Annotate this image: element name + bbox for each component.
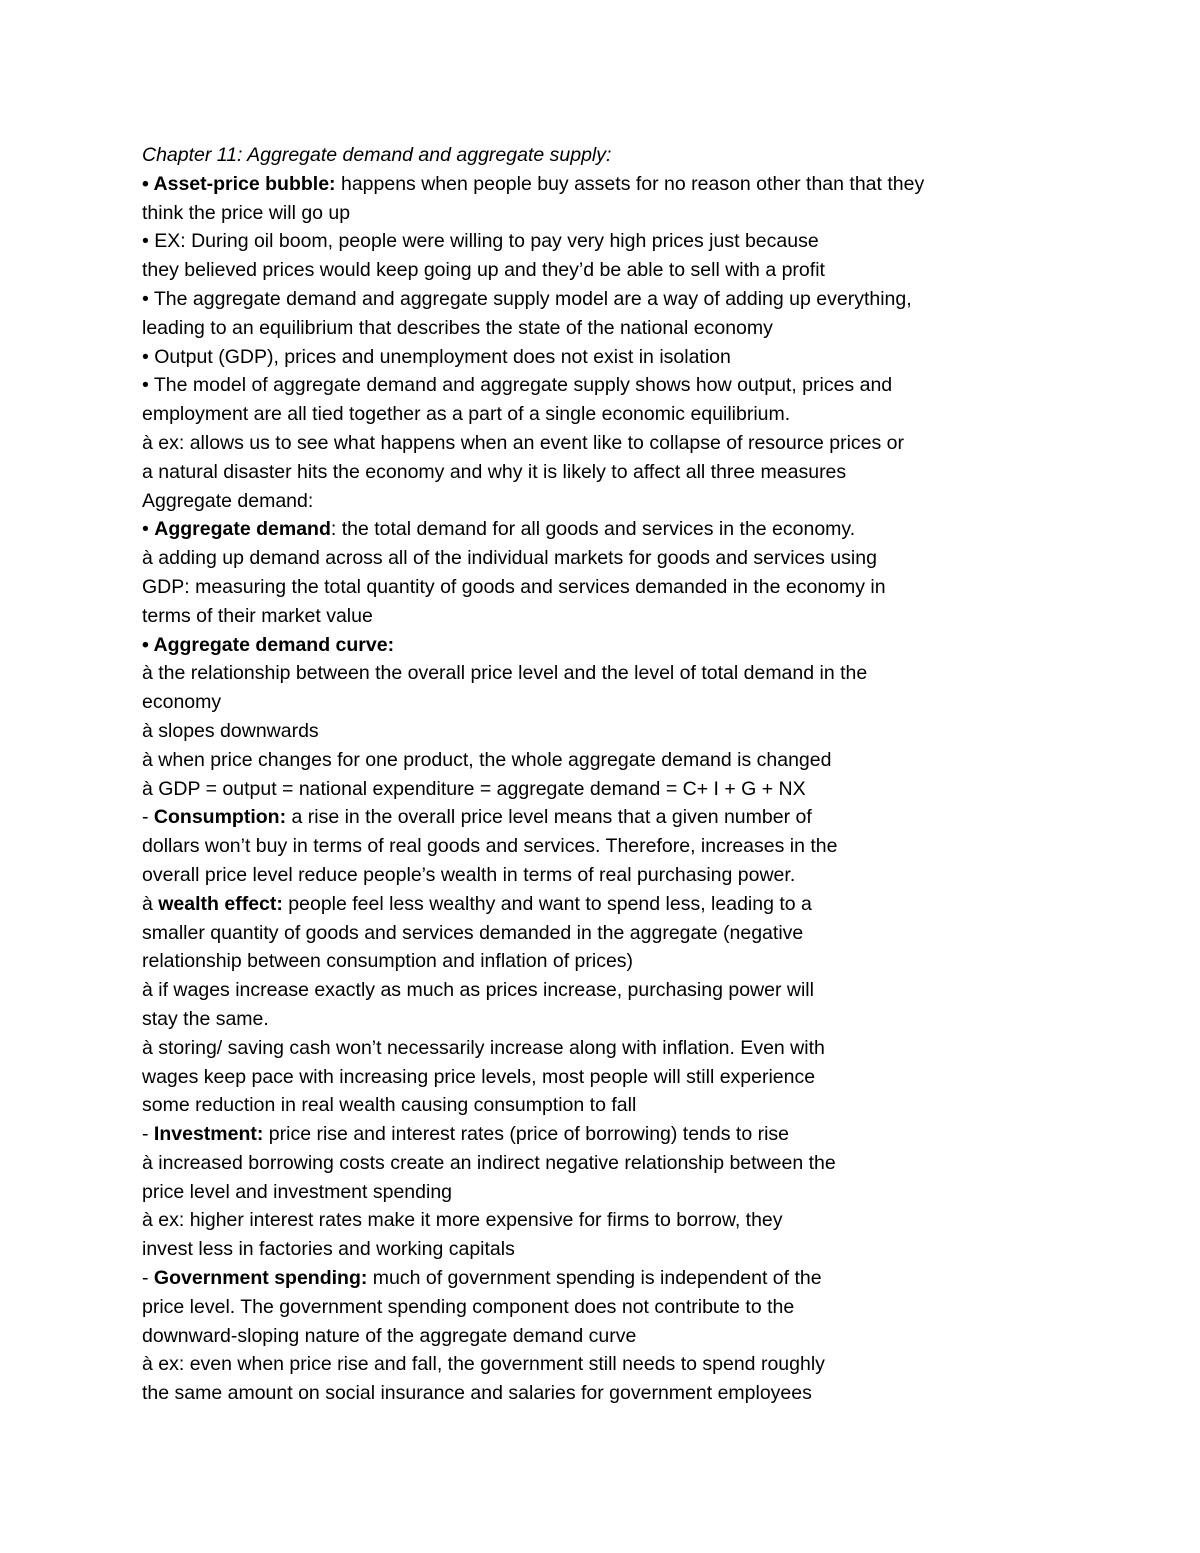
text-line (142, 1379, 1042, 1408)
bold-term: Government spending: (153, 1267, 368, 1290)
line-text: a natural disaster hits the economy and why it is likely to affect all three measures (142, 460, 847, 483)
line-text: • The model of aggregate demand and aggregate supply shows how output, prices and (142, 374, 893, 397)
line-text: • EX: During oil boom, people were willing to pay very high prices just because (142, 230, 819, 253)
text-line (142, 343, 1042, 372)
text-line (142, 1178, 1042, 1207)
document-page (142, 141, 1042, 1408)
text-line (142, 947, 1042, 976)
bold-term: • Aggregate demand curve: (142, 633, 395, 656)
text-line (142, 1091, 1042, 1120)
text-line (142, 890, 1042, 919)
text-line (142, 487, 1042, 516)
line-text: • Output (GDP), prices and unemployment does not exist in isolation (142, 345, 731, 368)
text-line (142, 746, 1042, 775)
line-text: they believed prices would keep going up and they’d be able to sell with a profit (142, 259, 825, 282)
text-line (142, 717, 1042, 746)
line-text: à ex: higher interest rates make it more expensive for firms to borrow, they (142, 1209, 783, 1232)
text-line (142, 400, 1042, 429)
bold-term: wealth effect: (158, 892, 283, 915)
line-text: stay the same. (142, 1007, 269, 1030)
line-text: à slopes downwards (142, 719, 319, 742)
text-line (142, 1063, 1042, 1092)
line-prefix: - (142, 806, 154, 829)
line-text: à storing/ saving cash won’t necessarily increase along with inflation. Even with (142, 1036, 825, 1059)
text-line (142, 631, 1042, 660)
line-text: economy (142, 691, 222, 714)
line-text: à if wages increase exactly as much as prices increase, purchasing power will (142, 979, 814, 1002)
text-line (142, 659, 1042, 688)
bold-term: Investment: (153, 1123, 264, 1146)
line-text: dollars won’t buy in terms of real goods and services. Therefore, increases in the (142, 835, 838, 858)
text-line (142, 688, 1042, 717)
line-text: invest less in factories and working capitals (142, 1238, 515, 1261)
line-text: Aggregate demand: (142, 489, 314, 512)
text-line (142, 1322, 1042, 1351)
line-text: much of government spending is independent of the (367, 1267, 822, 1290)
text-line (142, 1149, 1042, 1178)
text-line (142, 199, 1042, 228)
line-text: downward-sloping nature of the aggregate demand curve (142, 1324, 637, 1347)
text-line (142, 602, 1042, 631)
text-line (142, 1206, 1042, 1235)
text-line (142, 803, 1042, 832)
line-text: à adding up demand across all of the individual markets for goods and services using (142, 547, 877, 570)
line-text: : the total demand for all goods and services in the economy. (330, 518, 856, 541)
line-text: terms of their market value (142, 604, 373, 627)
line-text: the same amount on social insurance and salaries for government employees (142, 1382, 812, 1405)
line-text: overall price level reduce people’s wealth in terms of real purchasing power. (142, 863, 796, 886)
line-text: a rise in the overall price level means that a given number of (286, 806, 812, 829)
line-prefix: à (142, 892, 159, 915)
line-text: some reduction in real wealth causing consumption to fall (142, 1094, 637, 1117)
line-text: price level. The government spending component does not contribute to the (142, 1295, 795, 1318)
text-line (142, 1350, 1042, 1379)
document-body (142, 170, 1042, 1408)
line-text: smaller quantity of goods and services demanded in the aggregate (negative (142, 921, 804, 944)
line-text: GDP: measuring the total quantity of goods and services demanded in the economy in (142, 575, 886, 598)
text-line (142, 919, 1042, 948)
line-text: à increased borrowing costs create an indirect negative relationship between the (142, 1151, 836, 1174)
text-line (142, 227, 1042, 256)
text-line (142, 1120, 1042, 1149)
text-line (142, 775, 1042, 804)
line-text: price level and investment spending (142, 1180, 453, 1203)
line-text: à when price changes for one product, the whole aggregate demand is changed (142, 748, 832, 771)
line-text: happens when people buy assets for no reason other than that they (335, 172, 925, 195)
chapter-title: Chapter 11: Aggregate demand and aggregate supply: (142, 144, 612, 166)
text-line (142, 861, 1042, 890)
text-line (142, 371, 1042, 400)
text-line (142, 1034, 1042, 1063)
text-line (142, 429, 1042, 458)
bold-term: Aggregate demand (154, 518, 331, 541)
line-text: • The aggregate demand and aggregate supply model are a way of adding up everything, (142, 287, 912, 310)
line-text: à GDP = output = national expenditure = aggregate demand = C+ I + G + NX (142, 777, 806, 800)
text-line (142, 256, 1042, 285)
text-line (142, 1264, 1042, 1293)
line-text: think the price will go up (142, 201, 351, 224)
line-prefix: - (142, 1267, 154, 1290)
bold-term: • Asset-price bubble: (142, 172, 336, 195)
line-text: relationship between consumption and inflation of prices) (142, 950, 634, 973)
line-text: wages keep pace with increasing price levels, most people will still experience (142, 1065, 816, 1088)
bold-term: Consumption: (153, 806, 287, 829)
text-line (142, 515, 1042, 544)
line-prefix: • (142, 518, 155, 541)
text-line (142, 285, 1042, 314)
line-text: à ex: allows us to see what happens when an event like to collapse of resource prices or (142, 431, 905, 454)
text-line (142, 573, 1042, 602)
line-text: employment are all tied together as a part of a single economic equilibrium. (142, 403, 791, 426)
line-text: price rise and interest rates (price of borrowing) tends to rise (263, 1123, 790, 1146)
line-text: à ex: even when price rise and fall, the government still needs to spend roughly (142, 1353, 825, 1376)
line-text: people feel less wealthy and want to spend less, leading to a (282, 892, 812, 915)
text-line (142, 1293, 1042, 1322)
text-line (142, 832, 1042, 861)
text-line (142, 1235, 1042, 1264)
line-text: à the relationship between the overall price level and the level of total demand in the (142, 662, 868, 685)
text-line (142, 976, 1042, 1005)
line-prefix: - (142, 1123, 154, 1146)
text-line (142, 544, 1042, 573)
text-line (142, 314, 1042, 343)
text-line (142, 1005, 1042, 1034)
text-line (142, 458, 1042, 487)
text-line (142, 170, 1042, 199)
line-text: leading to an equilibrium that describes the state of the national economy (142, 316, 773, 339)
